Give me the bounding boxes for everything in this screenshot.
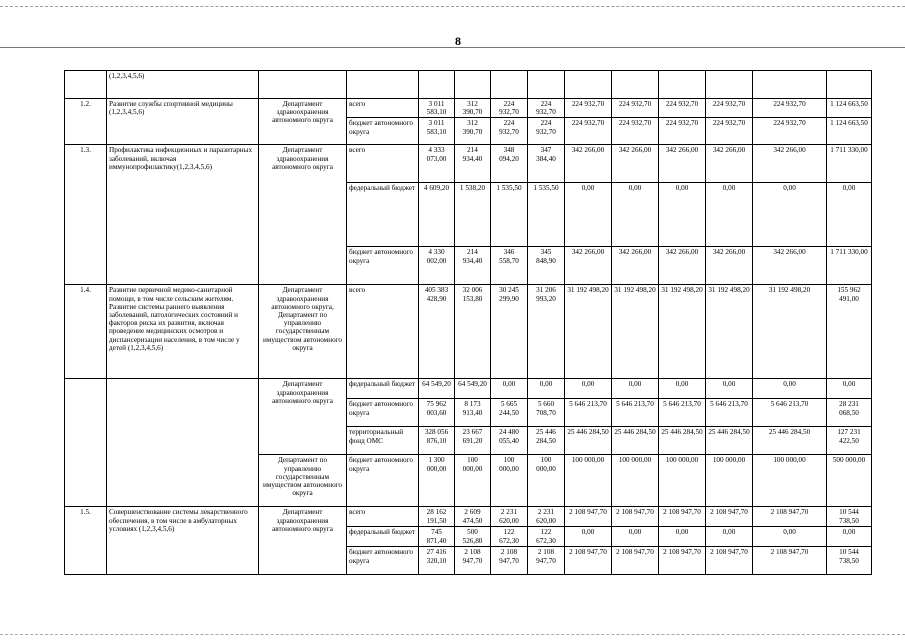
cell-value: 25 446 284,50 — [753, 427, 827, 455]
cell-value: 0,00 — [659, 527, 706, 547]
cell-value: 4 609,20 — [419, 183, 455, 247]
cell-id: 1.4. — [65, 285, 107, 379]
cell-value: 0,00 — [612, 379, 659, 399]
cell-value: 342 266,00 — [565, 145, 612, 183]
cell-src: бюджет автономного округа — [347, 247, 419, 285]
cell-value: 0,00 — [753, 379, 827, 399]
cell-value: 347 384,40 — [528, 145, 565, 183]
cell-value: 342 266,00 — [565, 247, 612, 285]
cell-value: 25 446 284,50 — [659, 427, 706, 455]
cell-value: 25 446 284,50 — [706, 427, 753, 455]
cell-value: 1 124 663,50 — [827, 118, 872, 145]
cell-value: 342 266,00 — [612, 145, 659, 183]
cell-value: 2 108 947,70 — [612, 547, 659, 575]
cell-value: 0,00 — [612, 183, 659, 247]
cell-value: 4 330 002,00 — [419, 247, 455, 285]
cell-value: 224 932,70 — [565, 99, 612, 118]
cell-dept — [259, 71, 347, 99]
cell-id: 1.2. — [65, 99, 107, 145]
cell-value: 0,00 — [491, 379, 528, 399]
cell-src: бюджет автономного округа — [347, 399, 419, 427]
cell-value: 224 932,70 — [659, 99, 706, 118]
cell-value: 2 108 947,70 — [753, 547, 827, 575]
cell-value: 5 646 213,70 — [612, 399, 659, 427]
table-body — [65, 71, 872, 575]
cell-name: Профилактика инфекционных и паразитарных заболеваний, включая иммунопрофилактику(1,2,3,4,5,6) — [107, 145, 259, 285]
cell-value: 0,00 — [706, 527, 753, 547]
cell-value: 5 646 213,70 — [706, 399, 753, 427]
cell-src: всего — [347, 285, 419, 379]
cell-id — [65, 379, 107, 507]
cell-value: 342 266,00 — [753, 145, 827, 183]
cell-value: 155 962 491,00 — [827, 285, 872, 379]
cell-value: 100 000,00 — [706, 455, 753, 507]
cell-value: 342 266,00 — [612, 247, 659, 285]
cell-value: 0,00 — [612, 527, 659, 547]
cell-src: бюджет автономного округа — [347, 547, 419, 575]
cell-value: 312 390,70 — [455, 118, 491, 145]
cell-dept: Департамент здравоохранения автономного округа — [259, 145, 347, 285]
cell-value: 1 711 330,00 — [827, 145, 872, 183]
cell-value: 2 108 947,70 — [455, 547, 491, 575]
cell-value: 27 416 320,10 — [419, 547, 455, 575]
cell-value: 224 932,70 — [753, 118, 827, 145]
cell-dept: Департамент здравоохранения автономного округа — [259, 99, 347, 145]
cell-value: 2 108 947,70 — [565, 547, 612, 575]
cell-value: 28 231 068,50 — [827, 399, 872, 427]
cell-value: 2 108 947,70 — [612, 507, 659, 527]
cell-value: 10 544 738,50 — [827, 507, 872, 527]
cell-value: 127 231 422,50 — [827, 427, 872, 455]
cell-value: 224 932,70 — [706, 118, 753, 145]
table-row — [65, 145, 872, 183]
cell-dept: Департамент здравоохранения автономного округа — [259, 379, 347, 455]
cell-value: 0,00 — [753, 183, 827, 247]
cell-value: 75 962 003,60 — [419, 399, 455, 427]
cell-value: 214 934,40 — [455, 247, 491, 285]
cell-value: 5 646 213,70 — [753, 399, 827, 427]
cell-value: 342 266,00 — [659, 247, 706, 285]
page-number: 8 — [455, 34, 461, 48]
cell-value: 345 848,90 — [528, 247, 565, 285]
cell-value: 2 108 947,70 — [491, 547, 528, 575]
cell-value: 100 000,00 — [659, 455, 706, 507]
cell-value: 0,00 — [565, 379, 612, 399]
cell-value: 23 667 691,20 — [455, 427, 491, 455]
cell-value: 342 266,00 — [706, 247, 753, 285]
cell-value: 312 390,70 — [455, 99, 491, 118]
cell-value: 346 558,70 — [491, 247, 528, 285]
cell-value: 31 192 498,20 — [753, 285, 827, 379]
cell-value: 5 646 213,70 — [565, 399, 612, 427]
cell-src: всего — [347, 507, 419, 527]
cell-value: 1 124 663,50 — [827, 99, 872, 118]
cell-value: 100 000,00 — [565, 455, 612, 507]
cell-value: 0,00 — [706, 379, 753, 399]
cell-value: 31 206 993,20 — [528, 285, 565, 379]
cell-value: 2 108 947,70 — [659, 547, 706, 575]
header-rule — [0, 47, 905, 48]
cell-value: 2 231 620,00 — [491, 507, 528, 527]
bottom-scan-line — [0, 634, 905, 635]
cell-value: 0,00 — [827, 527, 872, 547]
cell-dept: Департамент по управлению государственным имуществом автономного округа — [259, 455, 347, 507]
cell-value: 24 480 055,40 — [491, 427, 528, 455]
cell-value: 328 056 876,10 — [419, 427, 455, 455]
cell-name: (1,2,3,4,5,6) — [107, 71, 259, 99]
cell-value: 224 932,70 — [753, 99, 827, 118]
cell-value: 30 245 299,90 — [491, 285, 528, 379]
cell-value: 100 000,00 — [753, 455, 827, 507]
table-row — [65, 285, 872, 379]
cell-src: бюджет автономного округа — [347, 118, 419, 145]
cell-value: 224 932,70 — [565, 118, 612, 145]
cell-name — [107, 379, 259, 507]
cell-value: 2 108 947,70 — [528, 547, 565, 575]
cell-value: 2 108 947,70 — [659, 507, 706, 527]
cell-value: 25 446 284,50 — [565, 427, 612, 455]
cell-value: 25 446 284,50 — [528, 427, 565, 455]
cell-value: 2 231 620,00 — [528, 507, 565, 527]
cell-dept: Департамент здравоохранения автономного округа, Департамент по управлению государственным имуществом автономного округа — [259, 285, 347, 379]
cell-value: 31 192 498,20 — [565, 285, 612, 379]
cell-value: 3 011 583,10 — [419, 118, 455, 145]
table-row — [65, 507, 872, 527]
cell-name: Развитие первичной медико-санитарной помощи, в том числе сельским жителям. Развитие системы раннего выявления заболеваний, патологических состояний и факторов риска их развития, включая проведение медицинских осмотров и диспансеризации населения, в том числе у детей (1,2,3,4,5,6) — [107, 285, 259, 379]
cell-id — [65, 71, 107, 99]
cell-value: 2 609 474,50 — [455, 507, 491, 527]
cell-value: 28 162 191,50 — [419, 507, 455, 527]
cell-src — [347, 71, 419, 99]
cell-value: 0,00 — [827, 183, 872, 247]
cell-value: 1 300 000,00 — [419, 455, 455, 507]
cell-value: 8 173 913,40 — [455, 399, 491, 427]
cell-value: 32 006 153,80 — [455, 285, 491, 379]
cell-value: 0,00 — [659, 379, 706, 399]
cell-value: 3 011 583,10 — [419, 99, 455, 118]
cell-value: 31 192 498,20 — [612, 285, 659, 379]
cell-value: 224 932,70 — [528, 99, 565, 118]
cell-value: 500 526,80 — [455, 527, 491, 547]
cell-value: 0,00 — [565, 527, 612, 547]
cell-value: 100 000,00 — [491, 455, 528, 507]
cell-value: 224 932,70 — [612, 118, 659, 145]
cell-id: 1.5. — [65, 507, 107, 575]
cell-value: 0,00 — [753, 527, 827, 547]
cell-value: 1 535,50 — [528, 183, 565, 247]
cell-value: 122 672,30 — [528, 527, 565, 547]
cell-value: 342 266,00 — [659, 145, 706, 183]
cell-value: 224 932,70 — [706, 99, 753, 118]
cell-value: 224 932,70 — [491, 99, 528, 118]
cell-src: федеральный бюджет — [347, 183, 419, 247]
cell-value: 0,00 — [706, 183, 753, 247]
cell-value: 214 934,40 — [455, 145, 491, 183]
cell-value: 342 266,00 — [753, 247, 827, 285]
cell-dept: Департамент здравоохранения автономного округа — [259, 507, 347, 575]
cell-value: 1 711 330,00 — [827, 247, 872, 285]
cell-src: бюджет автономного округа — [347, 455, 419, 507]
cell-value: 224 932,70 — [491, 118, 528, 145]
cell-value: 10 544 738,50 — [827, 547, 872, 575]
cell-value: 0,00 — [565, 183, 612, 247]
cell-value: 122 672,30 — [491, 527, 528, 547]
cell-value: 100 000,00 — [612, 455, 659, 507]
cell-src: федеральный бюджет — [347, 527, 419, 547]
cell-value: 224 932,70 — [612, 99, 659, 118]
cell-value: 5 646 213,70 — [659, 399, 706, 427]
cell-src: территориальный фонд ОМС — [347, 427, 419, 455]
cell-name: Совершенствование системы лекарственного обеспечения, в том числе в амбулаторных условиях (1,2,3,4,5,6) — [107, 507, 259, 575]
cell-value: 2 108 947,70 — [753, 507, 827, 527]
cell-src: всего — [347, 145, 419, 183]
cell-value: 64 549,20 — [419, 379, 455, 399]
cell-value: 31 192 498,20 — [706, 285, 753, 379]
top-scan-line — [0, 6, 905, 7]
cell-value: 100 000,00 — [528, 455, 565, 507]
cell-value: 25 446 284,50 — [612, 427, 659, 455]
cell-value: 31 192 498,20 — [659, 285, 706, 379]
cell-value: 745 871,40 — [419, 527, 455, 547]
cell-value: 224 932,70 — [659, 118, 706, 145]
cell-value: 2 108 947,70 — [565, 507, 612, 527]
cell-value: 405 383 428,90 — [419, 285, 455, 379]
table-row — [65, 71, 872, 99]
cell-value: 2 108 947,70 — [706, 507, 753, 527]
cell-src: всего — [347, 99, 419, 118]
cell-name: Развитие службы спортивной медицины (1,2,3,4,5,6) — [107, 99, 259, 145]
cell-value: 5 665 244,50 — [491, 399, 528, 427]
cell-value: 0,00 — [659, 183, 706, 247]
cell-id: 1.3. — [65, 145, 107, 285]
cell-value: 5 660 708,70 — [528, 399, 565, 427]
cell-value: 1 538,20 — [455, 183, 491, 247]
cell-src: федеральный бюджет — [347, 379, 419, 399]
cell-value: 0,00 — [827, 379, 872, 399]
cell-value: 64 549,20 — [455, 379, 491, 399]
table-row — [65, 99, 872, 118]
cell-value: 1 535,50 — [491, 183, 528, 247]
table-row — [65, 379, 872, 399]
budget-table — [64, 70, 872, 575]
cell-value: 500 000,00 — [827, 455, 872, 507]
cell-value: 348 094,20 — [491, 145, 528, 183]
cell-value: 224 932,70 — [528, 118, 565, 145]
cell-value: 342 266,00 — [706, 145, 753, 183]
cell-value: 2 108 947,70 — [706, 547, 753, 575]
cell-value: 100 000,00 — [455, 455, 491, 507]
cell-value: 4 333 073,00 — [419, 145, 455, 183]
cell-value: 0,00 — [528, 379, 565, 399]
